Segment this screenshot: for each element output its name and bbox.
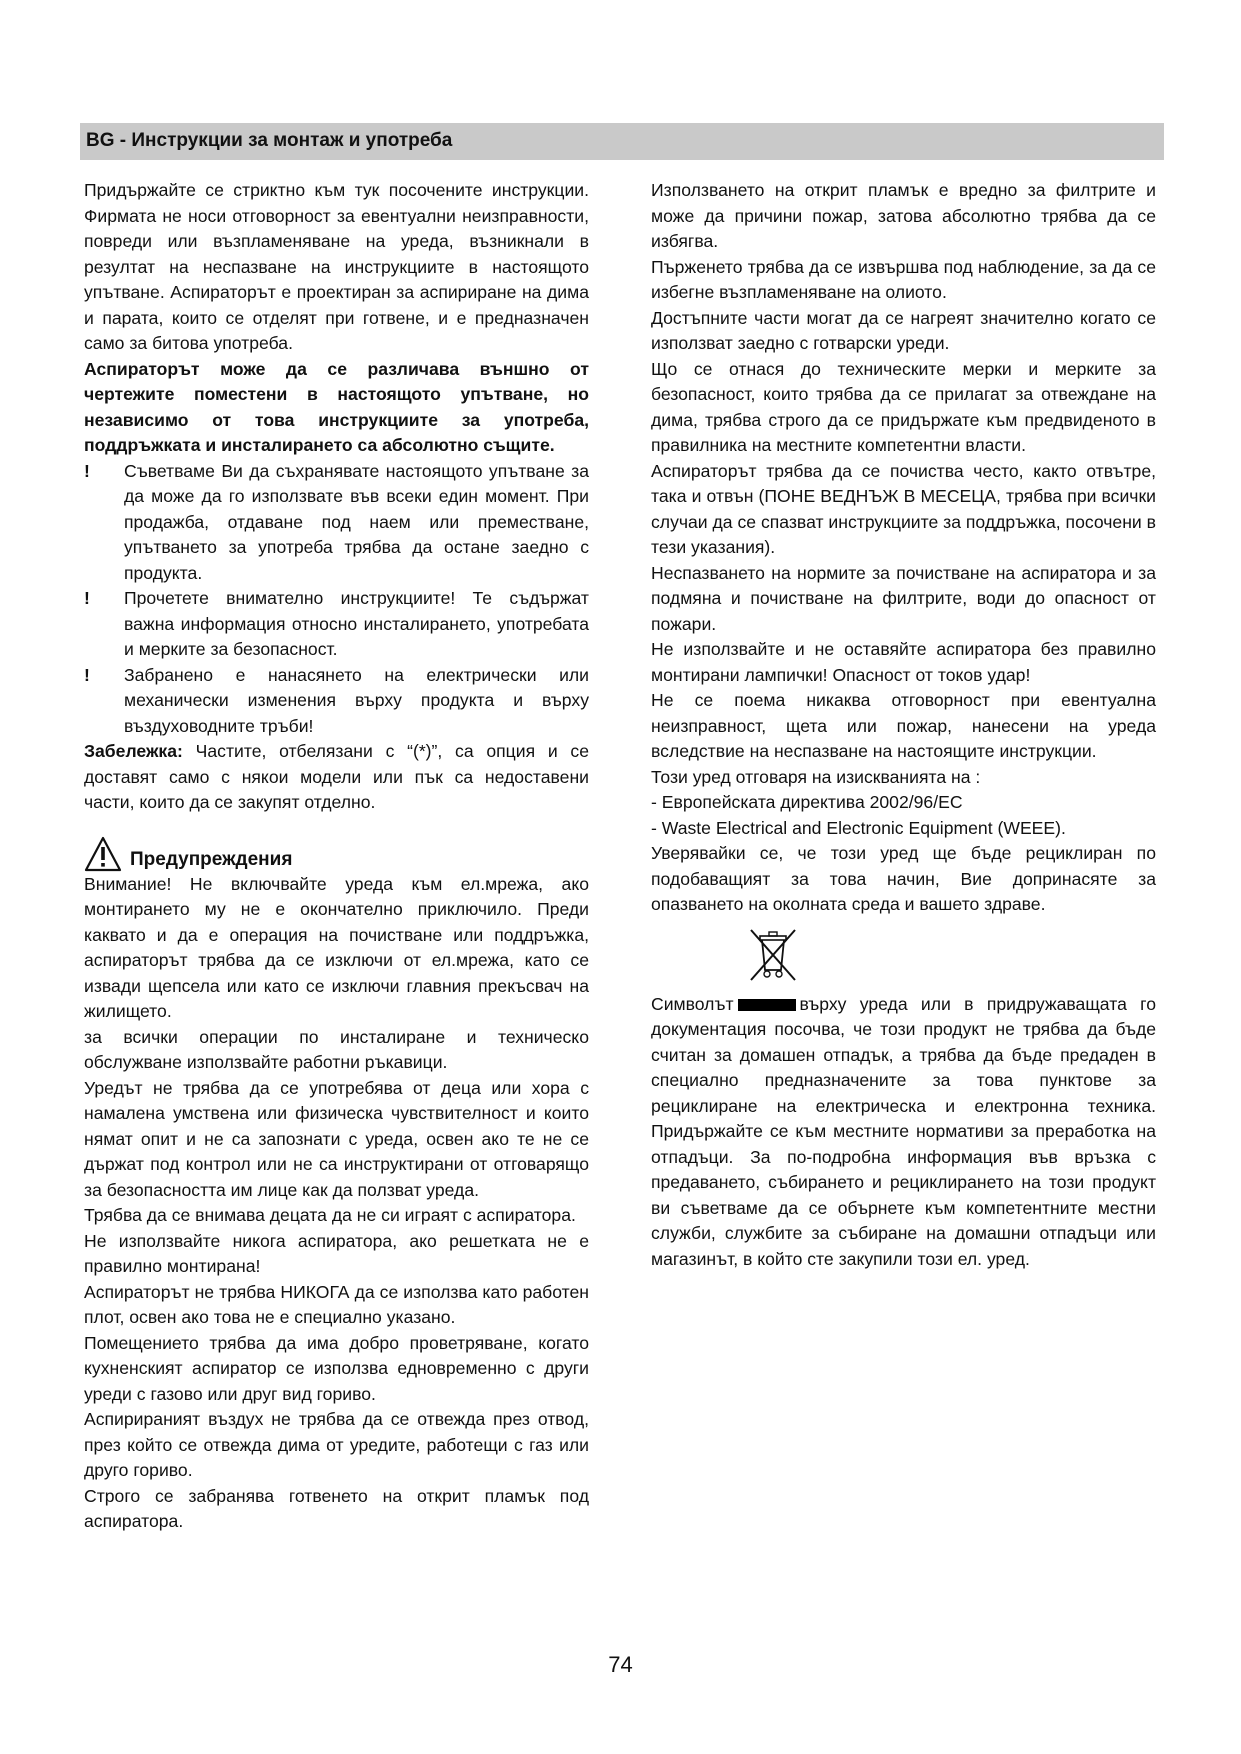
note-text: Частите, отбелязани с “(*)”, са опция и се доставят само с някои модели или пък са недоставени части, които да се закупят отделно. (84, 741, 589, 812)
safety-paragraph: Що се отнася до техническите мерки и мерките за безопасност, които трябва да се прилагат за отвеждане на дима, трябва строго да се придържате към предвиденото в правилника на местните компетентни власти. (651, 358, 1156, 455)
warning-paragraph: Помещението трябва да има добро проветряване, когато кухненският аспиратор се използва едновременно с други уреди с газово или друг вид гориво. (84, 1332, 589, 1404)
intro-paragraph: Придържайте се стриктно към тук посочените инструкции. Фирмата не носи отговорност за евентуални неизправности, повреди или възпламеняване на уреда, възникнали в резултат на неспазване на инструкциите в настоящото упътване. Аспираторът е проектиран за аспириране на дима и парата, които се отделят при готвене, и е предназначен само за битова употреба. (84, 180, 589, 353)
warning-paragraph: Трябва да се внимава децата да не си играят с аспиратора. (84, 1205, 576, 1225)
weee-bin-icon (745, 926, 1156, 986)
left-column (84, 178, 589, 1535)
symbol-paragraph (651, 992, 1156, 1273)
safety-paragraph: Аспираторът трябва да се почиства често, както отвътре, така и отвън (ПОНЕ ВЕДНЪЖ В МЕСЕЦА, трябва при всички случаи да се спазват инструкциите за поддръжка, посочени в тези указания). (651, 460, 1156, 557)
warning-paragraph: Внимание! Не включвайте уреда към ел.мрежа, ако монтирането му не е окончателно приключило. Преди каквато и да е операция на почистване или поддръжка, аспираторът трябва да се изключи от ел.мрежа, като се извади щепсела или като се изключи главния прекъсвач на жилището. (84, 873, 589, 1021)
exclamation-mark: ! (84, 664, 90, 685)
warning-paragraph: Уредът не трябва да се употребява от деца или хора с намалена умствена или физическа чувствителност и които нямат опит и не са запознати с уреда, освен ако те не се държат под контрол или не са инструктирани от отговарящо за безопасността им лице как да ползват уреда. (84, 1077, 589, 1200)
warnings-heading (84, 830, 589, 872)
recycling-paragraph: Уверявайки се, че този уред ще бъде рециклиран по подобаващият за това начин, Вие допринасяте за опазването на околната среда и вашето здраве. (651, 843, 1156, 914)
bullet-text: Забранено е нанасянето на електрически или механически изменения върху продукта и върху въздуховодните тръби! (124, 664, 589, 736)
warning-triangle-icon (84, 836, 122, 872)
safety-paragraph: Не се поема никаква отговорност при евентуална неизправност, щета или пожар, нанесени на уреда вследствие на неспазване на настоящите инструкции. (651, 690, 1156, 761)
safety-paragraph: Неспазването на нормите за почистване на аспиратора и за подмяна и почистване на филтрите, води до опасност от пожари. (651, 562, 1156, 634)
symbol-text: върху уреда или в придружаващата го документация посочва, че този продукт не трябва да бъде считан за домашен отпадък, а трябва да бъде предаден в специално предназначените за това пунктове за рециклиране на електрическа и електронна техника. Придържайте се към местните нормативи за преработка на отпадъци. За по-подробна информация във връзка с предаването, събирането и рециклирането на този продукт ви съветваме да се обърнете към компетентните местни служби, службите за събиране на домашни отпадъци или магазинът, в който сте закупили този ел. уред. (651, 993, 1156, 1269)
directive-item: - Европейската директива 2002/96/EC (651, 792, 963, 812)
bullet-item (84, 663, 589, 740)
directive-item: - Waste Electrical and Electronic Equipment (WEEE). (651, 817, 1066, 838)
warning-paragraph: за всички операции по инсталиране и техническо обслужване използвайте работни ръкавици. (84, 1026, 589, 1072)
page-title: BG - Инструкции за монтаж и употреба (86, 130, 453, 151)
safety-paragraph: Използването на открит пламък е вредно за филтрите и може да причини пожар, затова абсолютно трябва да се избягва. (651, 180, 1156, 251)
safety-paragraph: Пърженето трябва да се извършва под наблюдение, за да се избегне възпламеняване на олиото. (651, 256, 1156, 302)
note-paragraph (84, 739, 589, 816)
safety-paragraph: Не използвайте и не оставяйте аспиратора без правилно монтирани лампички! Опасност от токов удар! (651, 639, 1156, 685)
warning-paragraph: Строго се забранява готвенето на открит пламък под аспиратора. (84, 1485, 589, 1531)
note-label: Забележка: (84, 741, 183, 761)
black-bar-symbol (738, 999, 796, 1011)
right-column (651, 178, 1156, 1272)
page-number: 74 (608, 1652, 633, 1677)
bullet-item (84, 459, 589, 587)
warning-paragraph: Не използвайте никога аспиратора, ако решетката не е правилно монтирана! (84, 1230, 589, 1276)
symbol-word: Символът (651, 993, 734, 1014)
bullet-text: Съветваме Ви да съхранявате настоящото упътване за да може да го използвате във всеки един момент. При продажба, отдаване под наем или преместване, упътването за употреба трябва да остане заедно с продукта. (124, 460, 589, 583)
warning-paragraph: Аспираторът не трябва НИКОГА да се използва като работен плот, освен ако това не е специално указано. (84, 1281, 589, 1327)
bullet-text: Прочетете внимателно инструкциите! Те съдържат важна информация относно инсталирането, употребата и мерките за безопасност. (124, 588, 589, 659)
bold-notice: Аспираторът може да се различава външно от чертежите поместени в настоящото упътване, но независимо от това инструкциите за употреба, поддръжката и инсталирането са абсолютно същите. (84, 358, 589, 455)
exclamation-mark: ! (84, 588, 90, 608)
warning-paragraph: Аспирираният въздух не трябва да се отвежда през отвод, през който се отвежда дима от уредите, работещи с газ или друго гориво. (84, 1409, 589, 1480)
section-header (80, 123, 1164, 160)
bullet-item (84, 586, 589, 663)
safety-paragraph: Достъпните части могат да се нагреят значително когато се използват заедно с готварски уреди. (651, 307, 1156, 353)
directive-intro: Този уред отговаря на изискванията на : (651, 766, 981, 787)
exclamation-mark: ! (84, 460, 90, 481)
warnings-title: Предупреждения (130, 848, 293, 870)
